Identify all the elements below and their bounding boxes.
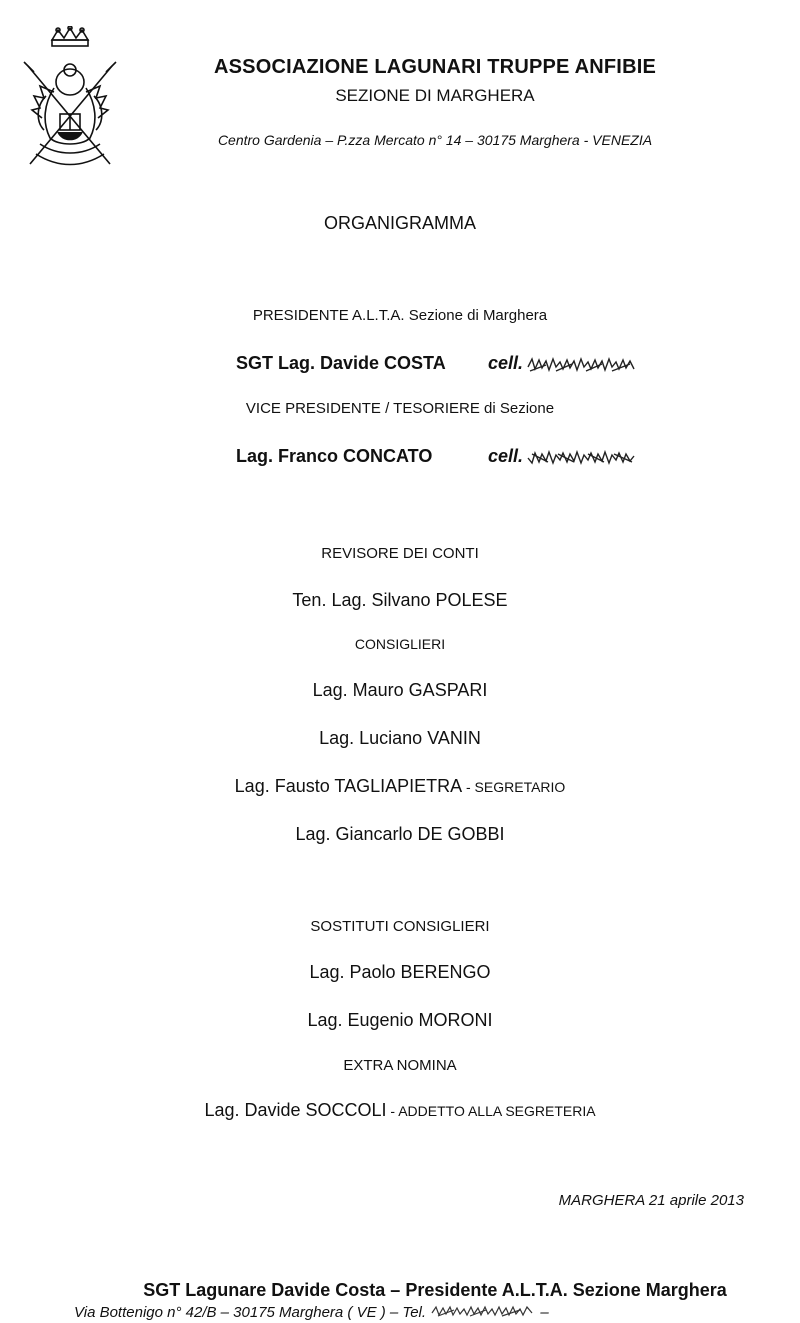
extra-role: EXTRA NOMINA [343,1057,457,1074]
auditor-role: REVISORE DEI CONTI [321,545,479,562]
extra-item [0,1100,800,1121]
substitute-name: Lag. Paolo BERENGO [309,962,491,982]
association-name: ASSOCIAZIONE LAGUNARI TRUPPE ANFIBIE [213,56,657,78]
president-name: SGT Lag. Davide COSTA [236,353,446,373]
date-line: MARGHERA 21 aprile 2013 [558,1192,744,1209]
footer-address [74,1303,549,1323]
councillor-item [0,728,800,749]
councillors-role: CONSIGLIERI [354,636,446,652]
vice-president-role: VICE PRESIDENTE / TESORIERE di Sezione [245,400,555,417]
extra-name: Lag. Davide SOCCOLI [204,1100,387,1120]
councillor-name: Lag. Giancarlo DE GOBBI [295,824,505,844]
association-address: Centro Gardenia – P.zza Mercato n° 14 – 30175 Marghera - VENEZIA [217,132,653,148]
substitutes-role: SOSTITUTI CONSIGLIERI [310,918,490,935]
councillor-item [0,824,800,845]
councillor-name: Lag. Fausto TAGLIAPIETRA [234,776,463,796]
councillor-suffix: - SEGRETARIO [462,779,566,795]
councillor-name: Lag. Luciano VANIN [319,728,481,748]
councillor-name: Lag. Mauro GASPARI [312,680,488,700]
vice-president-name: Lag. Franco CONCATO [236,446,433,466]
redacted-phone-icon [526,355,638,380]
president-line [236,353,656,374]
redacted-phone-icon [430,1303,536,1323]
footer-signature: SGT Lagunare Davide Costa – Presidente A.L.T.A. Sezione Marghera [143,1280,727,1300]
association-crest-icon [18,26,122,174]
president-role: PRESIDENTE A.L.T.A. Sezione di Marghera [252,307,548,324]
councillor-item [0,680,800,701]
vice-president-cell-label: cell. [488,446,524,466]
auditor-name: Ten. Lag. Silvano POLESE [292,590,508,610]
document-title: ORGANIGRAMMA [323,213,476,233]
footer-address-text: Via Bottenigo n° 42/B – 30175 Marghera ( VE ) – Tel. [74,1303,427,1321]
president-cell-label: cell. [488,353,524,373]
footer-address-end: – [540,1303,549,1321]
extra-suffix: - ADDETTO ALLA SEGRETERIA [386,1103,596,1119]
redacted-phone-icon [526,448,638,473]
section-name: SEZIONE DI MARGHERA [335,86,535,105]
vice-president-line [236,446,656,467]
councillor-item [0,776,800,797]
substitute-name: Lag. Eugenio MORONI [307,1010,493,1030]
